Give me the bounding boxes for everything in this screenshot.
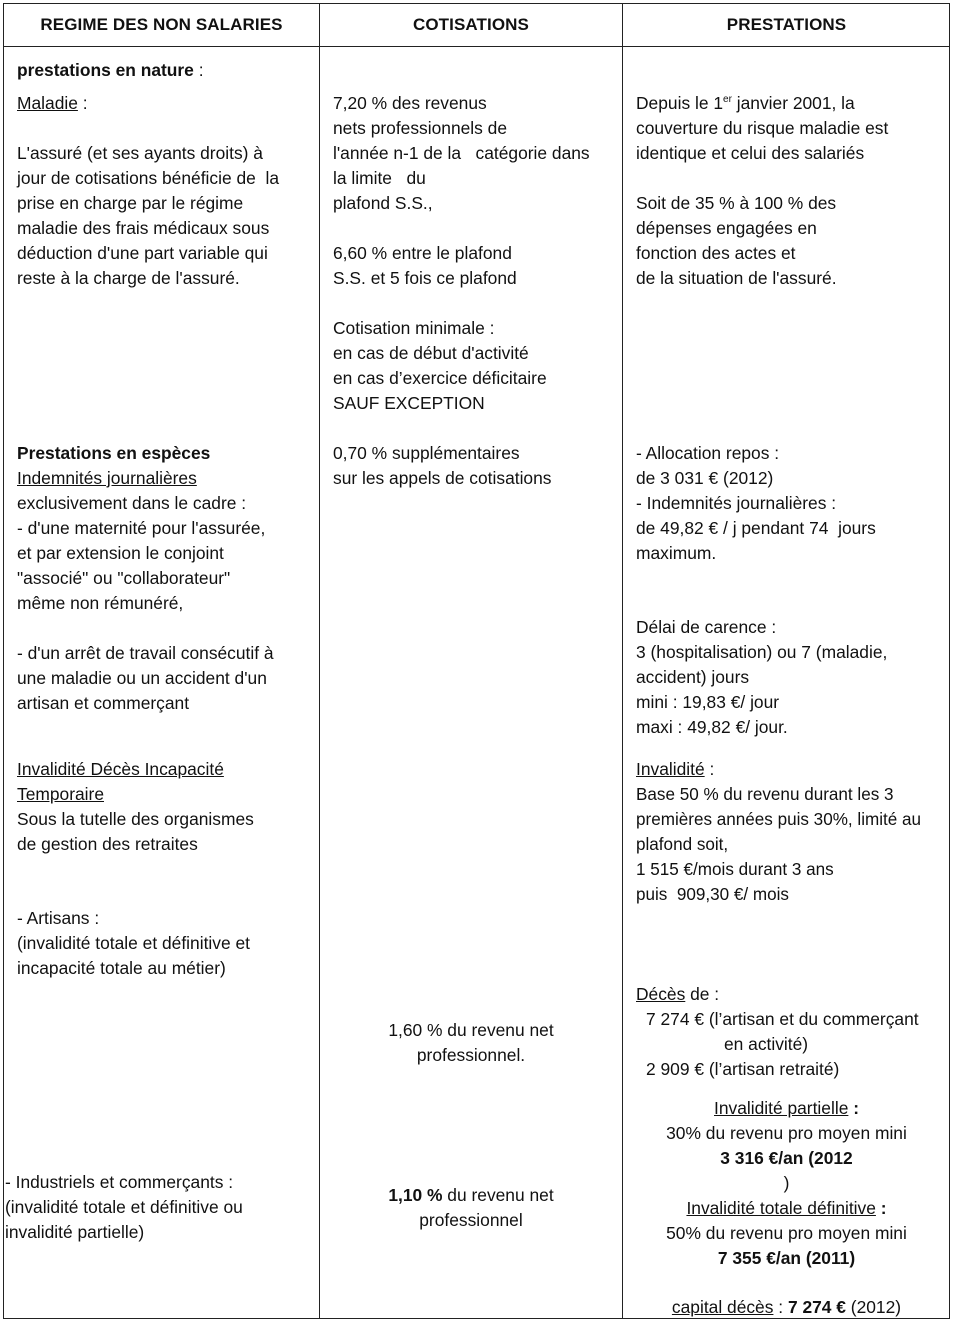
invalidite-heading — [636, 757, 714, 782]
invalidite-label: Invalidité Décès Incapacité Temporaire — [17, 759, 224, 804]
partielle-heading — [623, 1096, 950, 1121]
partielle-close: ) — [783, 1173, 790, 1193]
industriels-rate-bold: 1,10 % — [388, 1185, 443, 1205]
nature-title-suffix: : — [193, 60, 204, 80]
cotisation-minimale: Cotisation minimale : en cas de début d'activité en cas d’exercice déficitaire SAUF EXCEPTION — [333, 318, 547, 413]
deces-heading — [636, 982, 719, 1007]
especes-title: Prestations en espèces — [17, 443, 211, 463]
partielle-label: Invalidité partielle — [714, 1098, 849, 1118]
capital-year: (2012) — [845, 1297, 902, 1317]
depuis-suffix: janvier 2001, la — [731, 93, 855, 113]
soit-text: Soit de 35 % à 100 % des dépenses engagées en fonction des actes et de la situation de l'assuré. — [636, 193, 837, 288]
ij-text: exclusivement dans le cadre : - d'une maternité pour l'assurée, et par extension le conjoint "associé" ou "collaborateur" même non rémunéré, - d'un arrêt de travail consécutif à une maladie ou un accident d'un artisan et commerçant — [17, 493, 274, 713]
artisans-rate: 1,60 % du revenu net professionnel. — [388, 1020, 554, 1065]
partielle-amount: 3 316 €/an (2012 — [720, 1148, 853, 1168]
industriels-rate-rest: du revenu net — [442, 1185, 554, 1205]
header-divider — [3, 46, 950, 47]
artisans-text: - Artisans : (invalidité totale et définitive et incapacité totale au métier) — [17, 908, 250, 978]
totale-suffix: : — [875, 1198, 887, 1218]
capital-label: capital décès — [671, 1297, 774, 1317]
totale-amount: 7 355 €/an (2011) — [717, 1248, 856, 1268]
ij-label: Indemnités journalières — [17, 468, 197, 488]
maladie-rate: 7,20 % des revenus nets professionnels de l'année n-1 de la catégorie dans la limite du plafond S.S., — [333, 93, 590, 213]
depuis-rest: couverture du risque maladie est identique et celui des salariés — [636, 118, 889, 163]
invalidite-right-label: Invalidité — [636, 759, 705, 779]
column-divider — [319, 3, 320, 1319]
deces-label: Décès — [636, 984, 686, 1004]
invalidite-right-suffix: : — [704, 759, 715, 779]
especes-rate: 0,70 % supplémentaires sur les appels de cotisations — [333, 443, 552, 488]
deces-line1: 7 274 € (l’artisan et du commerçant — [646, 1009, 919, 1029]
header-cotisations: COTISATIONS — [412, 15, 529, 34]
industriels-text: - Industriels et commerçants : (invalidité totale et définitive ou invalidité partielle) — [5, 1172, 243, 1242]
header-prestations: PRESTATIONS — [726, 15, 847, 34]
nature-title: prestations en nature — [17, 60, 194, 80]
carence-text: Délai de carence : 3 (hospitalisation) ou 7 (maladie, accident) jours mini : 19,83 €/ jour maxi : 49,82 €/ jour. — [636, 617, 888, 737]
maladie-heading — [17, 91, 88, 116]
invalidite-right-text: Base 50 % du revenu durant les 3 premières années puis 30%, limité au plafond soit, 1 515 €/mois durant 3 ans puis 909,30 €/ mois — [636, 785, 922, 904]
deces-line2: en activité) — [724, 1034, 809, 1054]
industriels-rate-line2: professionnel — [419, 1210, 523, 1230]
plafond-rate: 6,60 % entre le plafond S.S. et 5 fois ce plafond — [333, 243, 517, 288]
totale-line1: 50% du revenu pro moyen mini — [666, 1223, 907, 1243]
partielle-line1: 30% du revenu pro moyen mini — [666, 1123, 907, 1143]
totale-heading — [623, 1196, 950, 1221]
depuis-sup: er — [723, 94, 732, 106]
capital-line — [623, 1295, 950, 1320]
nature-heading — [17, 58, 204, 83]
capital-amount: 7 274 € — [787, 1297, 846, 1317]
depuis-line — [636, 91, 855, 116]
totale-label: Invalidité totale définitive — [686, 1198, 876, 1218]
maladie-label: Maladie — [17, 93, 78, 113]
maladie-text: L'assuré (et ses ayants droits) à jour de cotisations bénéficie de la prise en charge par le régime maladie des frais médicaux sous déduction d'une part variable qui reste à la charge de l'assuré. — [17, 143, 279, 288]
maladie-suffix: : — [77, 93, 88, 113]
invalidite-text: Sous la tutelle des organismes de gestion des retraites — [17, 809, 254, 854]
deces-suffix: de : — [685, 984, 720, 1004]
deces-line3: 2 909 € (l’artisan retraité) — [646, 1059, 840, 1079]
depuis-prefix: Depuis le 1 — [636, 93, 724, 113]
header-regime: REGIME DES NON SALARIES — [40, 15, 283, 34]
allocation-text: - Allocation repos : de 3 031 € (2012) - Indemnités journalières : de 49,82 € / j pendant 74 jours maximum. — [636, 443, 876, 563]
capital-sep: : — [773, 1297, 788, 1317]
industriels-rate — [320, 1183, 622, 1208]
partielle-suffix: : — [848, 1098, 859, 1118]
